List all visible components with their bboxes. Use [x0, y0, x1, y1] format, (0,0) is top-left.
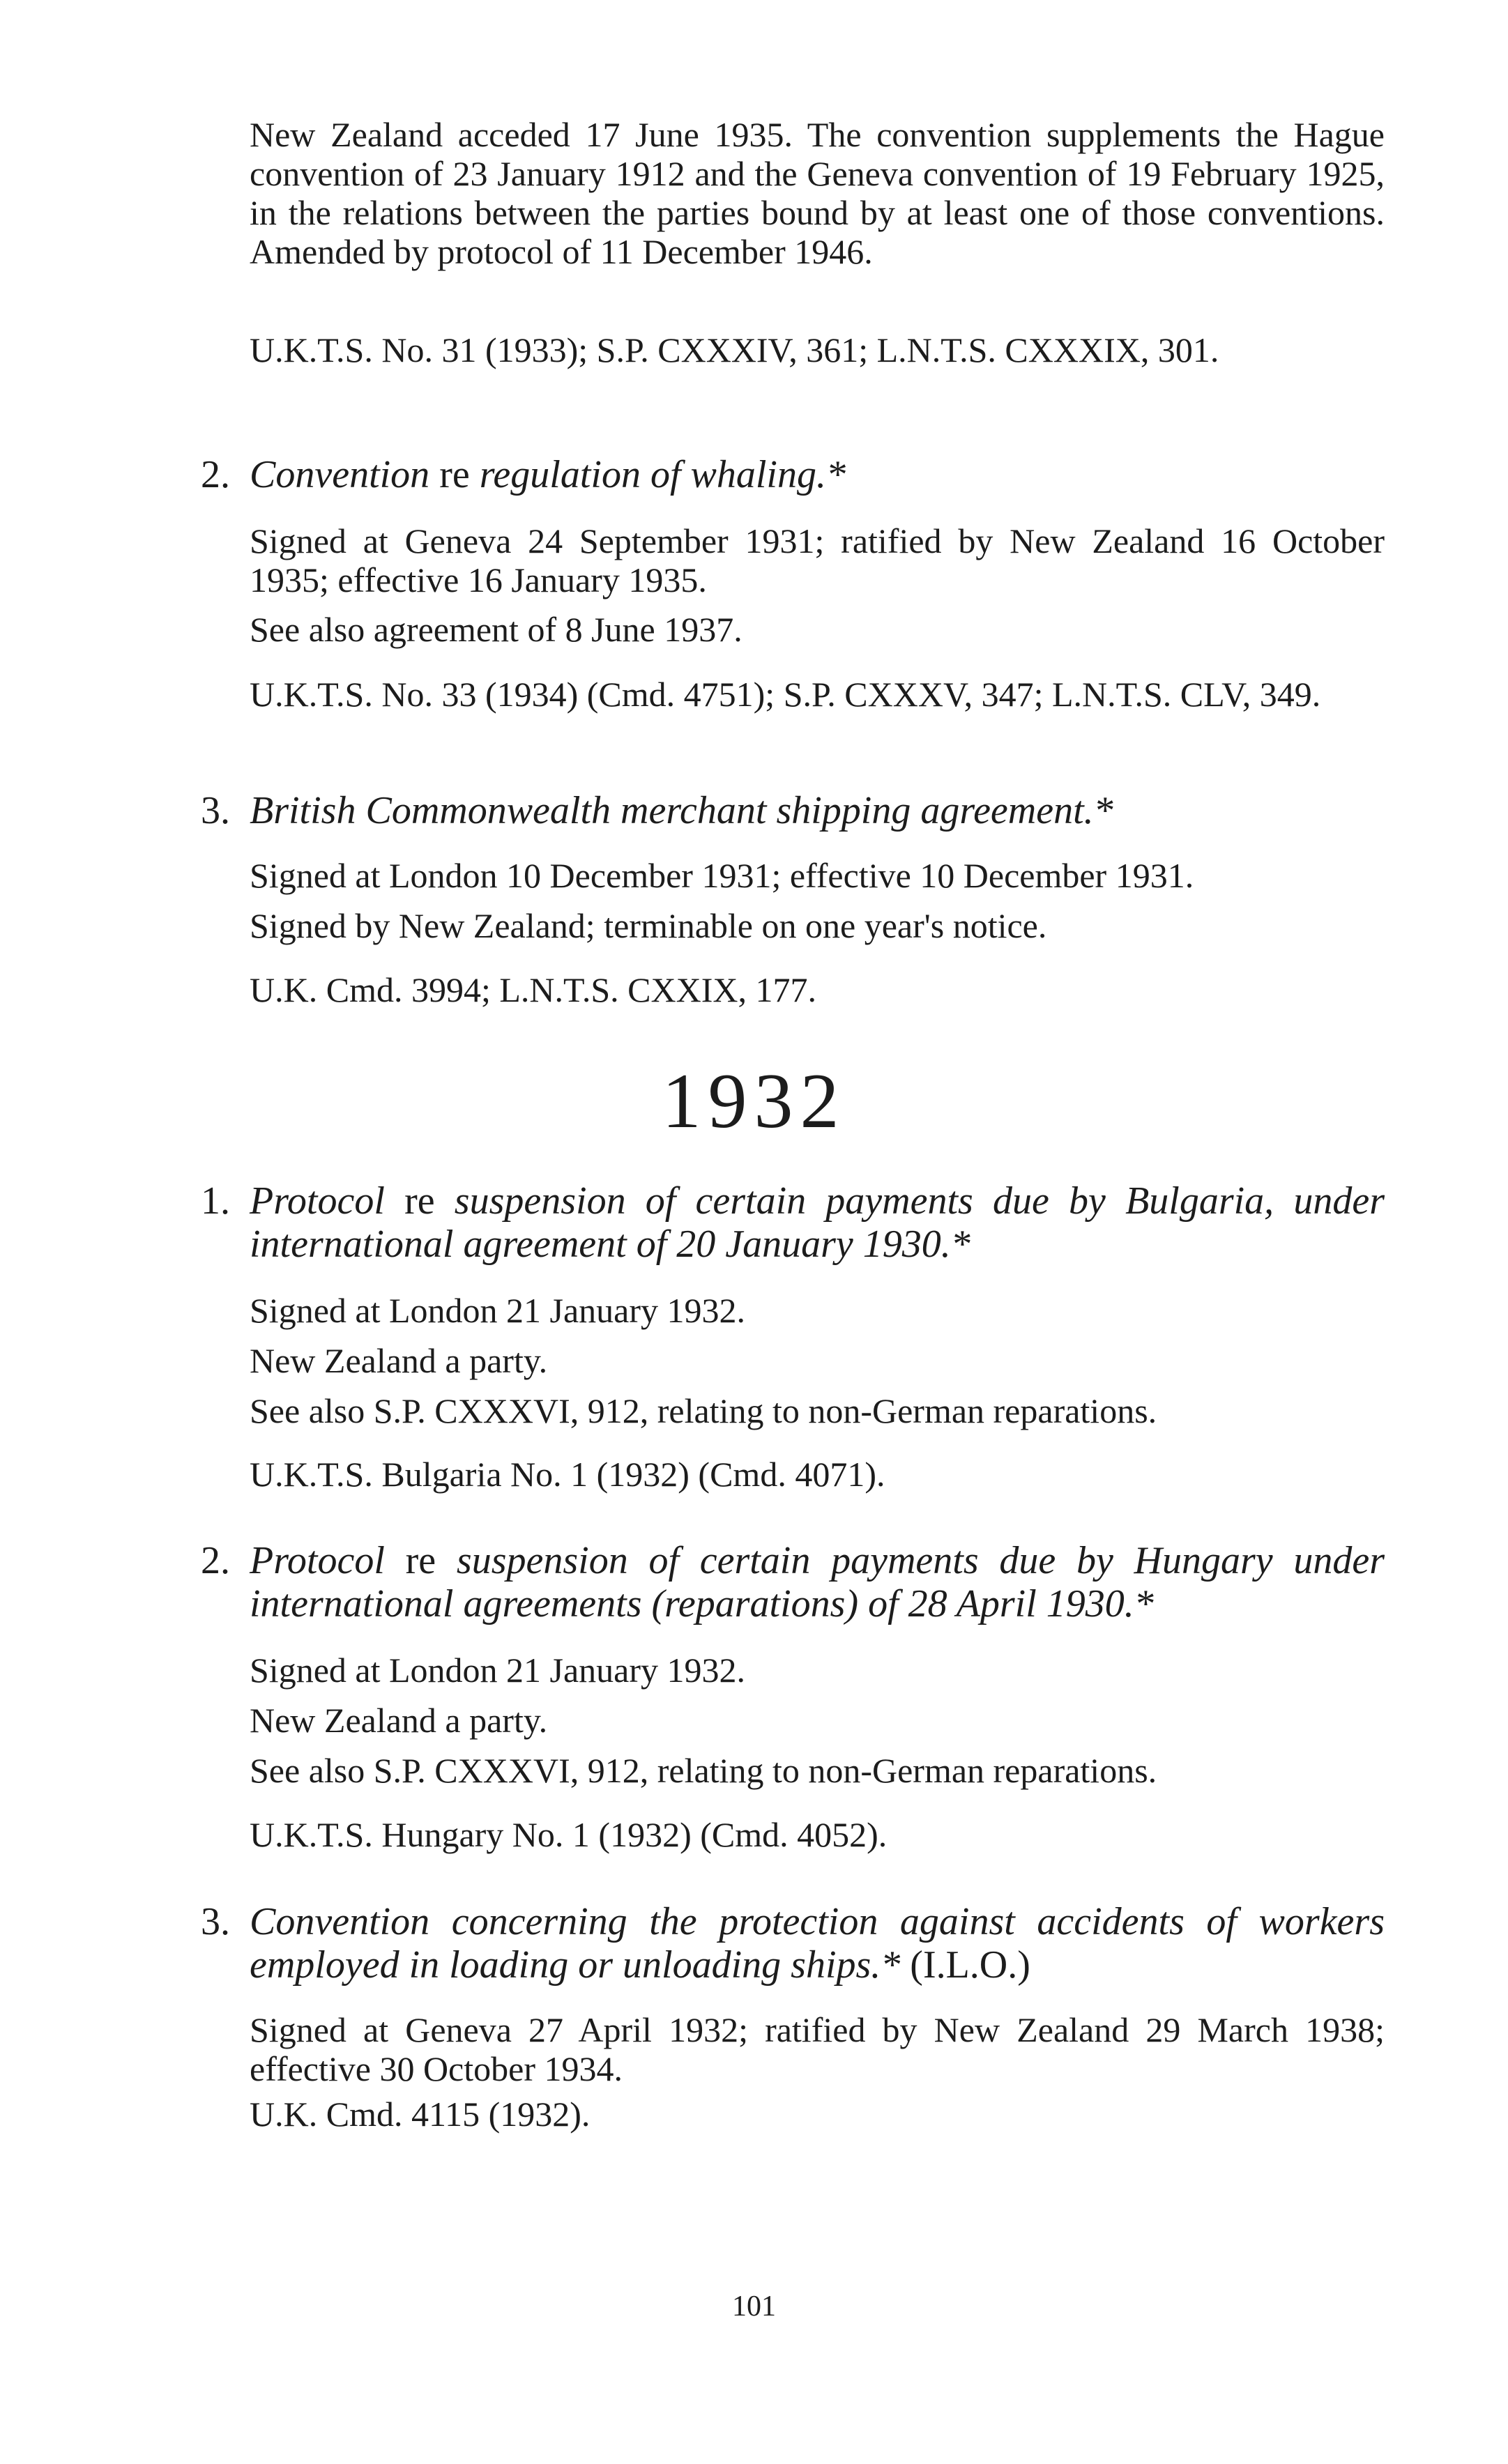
entry-number: 2.	[201, 453, 230, 496]
entry-detail: Signed at Geneva 24 September 1931; ratified by New Zealand 16 October 1935; effective 16 January 1935.	[250, 521, 1385, 599]
entry-title	[250, 1539, 1385, 1625]
entry-detail: See also S.P. CXXXVI, 912, relating to non-German reparations.	[250, 1751, 1157, 1790]
page-number: 101	[732, 2290, 776, 2323]
entry-title-part: Protocol	[250, 1179, 385, 1223]
entry-title: British Commonwealth merchant shipping agreement.*	[250, 789, 1113, 832]
entry-detail: Signed at London 21 January 1932.	[250, 1651, 746, 1690]
entry-reference: U.K. Cmd. 3994; L.N.T.S. CXXIX, 177.	[250, 970, 816, 1009]
entry-title-re: re	[405, 1539, 436, 1582]
entry-title-part: regulation of whaling.*	[479, 453, 846, 496]
entry-title	[250, 1900, 1385, 1987]
entry-title-part: Protocol	[250, 1539, 385, 1582]
entry-number: 1.	[201, 1179, 230, 1223]
entry-detail: Signed at London 21 January 1932.	[250, 1291, 746, 1330]
continuation-text: New Zealand acceded 17 June 1935. The convention supplements the Hague convention of 23 January 1912 and the Geneva convention of 19 February 1925, in the relations between the parties bound by at least one of those conventions. Amended by protocol of 11 December 1946.	[250, 115, 1385, 271]
year-heading: 1932	[662, 1058, 846, 1145]
entry-detail: New Zealand a party.	[250, 1701, 548, 1740]
entry-number: 2.	[201, 1539, 230, 1582]
entry-detail: See also S.P. CXXXVI, 912, relating to non-German reparations.	[250, 1391, 1157, 1430]
entry-reference: U.K.T.S. Bulgaria No. 1 (1932) (Cmd. 4071).	[250, 1455, 885, 1494]
entry-detail: Signed by New Zealand; terminable on one year's notice.	[250, 906, 1047, 945]
entry-detail: Signed at Geneva 27 April 1932; ratified by New Zealand 29 March 1938; effective 30 October 1934.	[250, 2010, 1385, 2088]
entry-detail: New Zealand a party.	[250, 1341, 548, 1380]
entry-number: 3.	[201, 789, 230, 832]
entry-title-part: Convention concerning the protection against accidents of workers employed in loading or unloading ships.*	[250, 1900, 1385, 1987]
entry-reference: U.K.T.S. No. 33 (1934) (Cmd. 4751); S.P. CXXXV, 347; L.N.T.S. CLV, 349.	[250, 675, 1321, 714]
entry-title	[250, 1179, 1385, 1266]
entry-title-part: suspension of certain payments due by Hungary under international agreements (reparations) of 28 April 1930.*	[250, 1539, 1385, 1625]
entry-title-re: (I.L.O.)	[910, 1943, 1030, 1987]
entry-title-re: re	[439, 453, 470, 496]
entry-title-part: Convention	[250, 453, 430, 496]
entry-title-part: suspension of certain payments due by Bulgaria, under international agreement of 20 January 1930.*	[250, 1179, 1385, 1266]
entry-detail: Signed at London 10 December 1931; effective 10 December 1931.	[250, 856, 1194, 895]
entry-title	[250, 453, 1385, 496]
entry-title-re: re	[404, 1179, 435, 1223]
entry-detail: See also agreement of 8 June 1937.	[250, 610, 742, 649]
entry-reference: U.K.T.S. Hungary No. 1 (1932) (Cmd. 4052).	[250, 1815, 888, 1854]
continuation-reference: U.K.T.S. No. 31 (1933); S.P. CXXXIV, 361; L.N.T.S. CXXXIX, 301.	[250, 330, 1219, 369]
entry-number: 3.	[201, 1900, 230, 1943]
entry-reference: U.K. Cmd. 4115 (1932).	[250, 2095, 591, 2134]
